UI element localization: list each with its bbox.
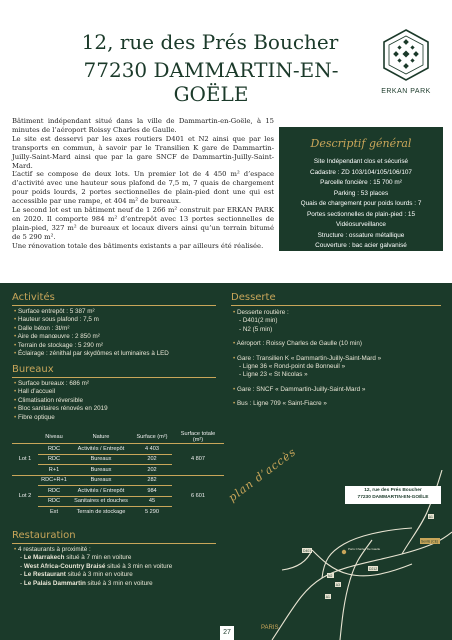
bureaux-title: Bureaux [12, 364, 54, 375]
lot-total: 4 807 [172, 444, 224, 476]
desserte-list [233, 309, 448, 409]
map-label-paris: PARIS [261, 625, 279, 631]
general-item: Vidéosurveillance [336, 221, 386, 228]
general-item: Portes sectionnelles de plain-pied : 15 [307, 210, 415, 218]
list-item: • Hauteur sous plafond : 7,5 m [14, 316, 99, 324]
general-description-title: Descriptif général [310, 137, 412, 150]
list-item: • Gare : SNCF « Dammartin-Juilly-Saint-Mard » [233, 385, 366, 393]
map-label: N2 [328, 573, 333, 578]
desserte-title: Desserte [231, 292, 276, 303]
activites-title: Activités [12, 292, 55, 303]
lot-label: Lot 1 [12, 444, 38, 476]
table-row: RDC Sanitaires et douches 45 [12, 496, 224, 507]
list-item: • Dalle béton : 3t/m² [14, 324, 70, 332]
restauration-title: Restauration [12, 530, 76, 541]
lot-total: 6 601 [172, 475, 224, 517]
table-header: Surface (m²) [136, 434, 168, 440]
table-header-row [12, 431, 224, 444]
restauration-list [14, 546, 234, 588]
surface-table [12, 431, 224, 517]
list-item: • Fibre optique [14, 413, 55, 421]
table-row: Ext Terrain de stockage 5 290 [12, 507, 224, 518]
restaurant-item: - Le Restaurant situé à 3 min en voiture [20, 571, 133, 579]
activites-list [14, 308, 224, 358]
description-paragraph: Le site est desservi par les axes routiers D401 et N2 ainsi que par les transports en commun, à savoir par le Transilien K gare de Dammartin-Juilly-Saint-Mard ainsi que par la gare SNCF de Dammartin-Juilly-Saint-Mard. [12, 134, 274, 170]
general-item: Structure : ossature métallique [317, 231, 405, 239]
list-item: • Aéroport : Roissy Charles de Gaulle (10 min) [233, 340, 362, 348]
map-label: A3 [335, 582, 340, 587]
table-row: RDC Activités / Entrepôt 984 [12, 486, 224, 497]
map-label: A1 [325, 594, 330, 599]
general-description-box [279, 127, 443, 251]
map-road [340, 540, 372, 640]
map-road [322, 528, 412, 578]
page-title-city: 77230 DAMMARTIN-EN-GOËLE [83, 58, 339, 106]
bureaux-divider [12, 377, 216, 378]
page-number: 27 [220, 626, 234, 640]
map-address-street: 12, rue des Prés Boucher [364, 488, 422, 493]
list-item: • Bus : Ligne 709 « Saint-Fiacre » [233, 400, 327, 408]
table-header: Surface totale (m²) [180, 431, 216, 443]
page-header [0, 0, 452, 112]
general-item: Cadastre : ZD 103/104/105/106/107 [310, 168, 412, 176]
access-map-title: plan d’accès [226, 445, 299, 505]
description-paragraph: Bâtiment indépendant situé dans la ville de Dammartin-en-Goële, à 15 minutes de l’aéroport Roissy Charles de Gaulle. [12, 117, 274, 134]
airport-marker [342, 550, 346, 554]
restaurant-item: - Le Palais Dammartin situé à 3 min en voiture [20, 579, 153, 587]
page-title-street: 12, rue des Prés Boucher [81, 30, 339, 54]
map-label: A1 [428, 514, 433, 519]
table-row: RDC Bureaux 202 [12, 454, 224, 465]
table-row: R+1 Bureaux 202 [12, 465, 224, 476]
map-address-box [345, 486, 441, 504]
list-item: • Terrain de stockage : 5 290 m² [14, 341, 103, 349]
map-label: Senlis (CE) [421, 539, 439, 544]
desserte-divider [231, 305, 441, 306]
table-row: Lot 2 RDC+R+1 Bureaux 282 6 601 [12, 475, 224, 486]
list-item: • Surface bureaux : 686 m² [14, 380, 90, 387]
general-item: Site Indépendant clos et sécurisé [313, 158, 409, 165]
list-item-sub: - Ligne 36 « Rond-point de Bonneuil » [239, 363, 346, 371]
general-item: Parking : 53 places [333, 189, 389, 197]
restaurant-item: - West Africa-Country Braisé situé à 3 min en voiture [20, 562, 173, 570]
general-item: Parcelle foncière : 15 700 m² [320, 179, 402, 186]
description-text [12, 117, 274, 251]
lot-label: Lot 2 [12, 475, 38, 517]
erkan-park-logo-icon [380, 28, 432, 88]
list-item-sub: - Ligne 23 « St Nicolas » [239, 371, 308, 379]
map-label: D212 [369, 566, 378, 571]
restaurant-item: - Le Marrakech situé à 7 min en voiture [20, 554, 132, 562]
list-item: • Hall d’accueil [14, 388, 56, 396]
map-label: D401 [303, 548, 312, 553]
general-item: Quais de chargement pour poids lourds : 7 [300, 200, 422, 207]
table-header: Niveau [45, 434, 63, 440]
activites-divider [12, 305, 216, 306]
list-item: • Surface entrepôt : 5 387 m² [14, 308, 95, 315]
restauration-divider [12, 543, 216, 544]
list-item-sub: - N2 (5 min) [239, 325, 273, 333]
list-item: • Gare : Transilien K « Dammartin-Juilly-Saint-Mard » [233, 354, 382, 362]
list-item: • Éclairage : zénithal par skydômes et luminaires à LED [14, 350, 169, 358]
description-paragraph: Le second lot est un bâtiment neuf de 1 266 m² construit par ERKAN PARK en 2020. Il comporte 984 m² d’entrepôt avec 13 portes sectionnelles de plain-pied, 327 m² de bureaux et locaux divers ainsi qu’un terrain bitumé de 5 290 m². [12, 206, 274, 241]
list-item: • Aire de manœuvre : 2 850 m² [14, 333, 100, 341]
general-item: Couverture : bac acier galvanisé [315, 242, 407, 249]
bureaux-list [14, 380, 224, 422]
list-item: • Bloc sanitaires rénovés en 2019 [14, 405, 108, 413]
general-description-list [279, 157, 443, 252]
list-item: • 4 restaurants à proximité : [14, 546, 91, 553]
map-address-city: 77230 DAMMARTIN-EN-GOËLE [357, 495, 429, 500]
list-item: • Desserte routière : [233, 309, 289, 316]
table-row: Lot 1 RDC Activités / Entrepôt 4 403 4 807 [12, 444, 224, 455]
map-label: Paris Charles De Gaulle [348, 547, 381, 551]
list-item-sub: - D401(2 min) [239, 317, 278, 325]
logo-text: ERKAN PARK [381, 88, 431, 95]
list-item: • Climatisation réversible [14, 396, 84, 404]
table-header: Nature [92, 434, 110, 440]
description-paragraph: L’actif se compose de deux lots. Un premier lot de 4 450 m² d’espace d’activité avec une hauteur sous plafond de 7,5 m, 7 quais de chargement pour poids lourds, 2 portes sectionnelles de plain-pied dont une qui est accessible par une rampe, et 404 m² de bureaux. [12, 170, 274, 206]
description-paragraph: Une rénovation totale des bâtiments existants a par ailleurs été réalisée. [12, 241, 264, 250]
